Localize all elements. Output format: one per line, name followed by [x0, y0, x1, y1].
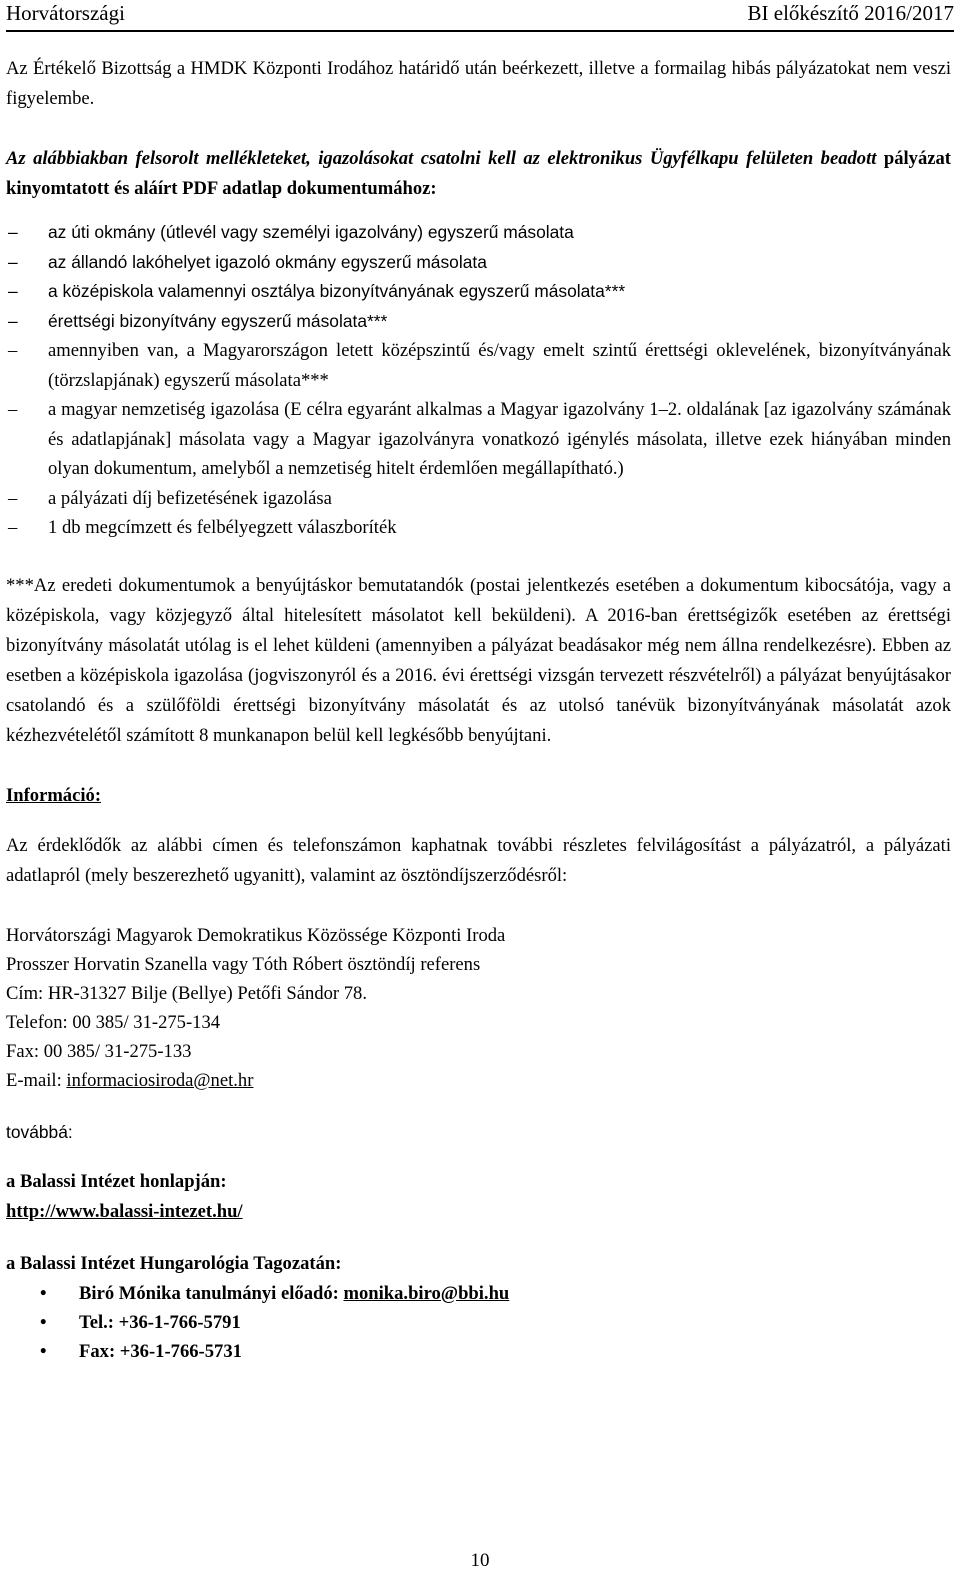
page-header: [6, 0, 954, 32]
info-heading: [6, 781, 951, 811]
bullet-icon: •: [40, 1340, 47, 1362]
contact-persons: Prosszer Horvatin Szanella vagy Tóth Róbert ösztöndíj referens: [6, 953, 481, 975]
hungarology-item-email-link[interactable]: monika.biro@bbi.hu: [343, 1282, 510, 1304]
info-paragraph: Az érdeklődők az alábbi címen és telefonszámon kaphatnak további részletes felvilágosítást a pályázatról, a pályázati adatlapról (mely beszerezhető ugyanitt), valamint az ösztöndíjszerződésről:: [6, 834, 951, 886]
attachment-text: a pályázati díj befizetésének igazolása: [48, 487, 332, 509]
intro-paragraph: Az Értékelő Bizottság a HMDK Központi Irodához határidő után beérkezett, illetve a formailag hibás pályázatokat nem veszi figyelembe.: [6, 58, 951, 109]
dash-icon: –: [8, 340, 18, 361]
attachment-text: a középiskola valamennyi osztálya bizonyítványának egyszerű másolata***: [48, 281, 626, 301]
contact-email-line: [6, 1066, 951, 1095]
attachment-text: az úti okmány (útlevél vagy személyi igazolvány) egyszerű másolata: [48, 222, 574, 242]
hungarology-item-text: Tel.: +36-1-766-5791: [79, 1311, 241, 1333]
attachments-list: [6, 218, 951, 543]
balassi-site-label: a Balassi Intézet honlapján:: [6, 1170, 227, 1192]
balassi-site-block: [6, 1167, 951, 1227]
balassi-site-url[interactable]: http://www.balassi-intezet.hu/: [6, 1200, 243, 1222]
note-paragraph: ***Az eredeti dokumentumok a benyújtáskor bemutatandók (postai jelentkezés esetében a dokumentum kibocsátója, vagy a középiskola, vagy közjegyző által hitelesített másolatot kell beküldeni). A 2016-ban érettségizők esetében az érettségi bizonyítvány másolatát utólag is el lehet küldeni (amennyiben a pályázat beadásakor még nem állna rendelkezésre). Ebben az esetben a középiskola igazolása (jogviszonyról és a 2016. évi érettségi vizsgán tervezett részvételről) a pályázat benyújtásakor csatolandó és a szülőföldi érettségi bizonyítvány másolatát és az utolsó tanévük bizonyítványának másolatát azok kézhezvételétől számított 8 munkanapon belül kell legkésőbb benyújtani.: [6, 574, 951, 746]
hungarology-label: a Balassi Intézet Hungarológia Tagozatán:: [6, 1252, 342, 1274]
contact-org: Horvátországi Magyarok Demokratikus Közössége Központi Iroda: [6, 924, 506, 946]
hungarology-item-text: Fax: +36-1-766-5731: [79, 1340, 242, 1362]
dash-icon: –: [8, 487, 18, 509]
bullet-icon: •: [40, 1282, 47, 1304]
contact-address: Cím: HR-31327 Bilje (Bellye) Petőfi Sándor 78.: [6, 982, 367, 1004]
hungarology-item-text: Biró Mónika tanulmányi előadó:: [79, 1282, 344, 1304]
attachment-item: [6, 336, 951, 395]
info-heading-text: Információ:: [6, 784, 102, 806]
dash-icon: –: [8, 281, 18, 301]
attachment-text: a magyar nemzetiség igazolása (E célra egyaránt alkalmas a Magyar igazolvány 1–2. oldalának [az igazolvány számának és adatlapjának] másolata vagy a Magyar igazolványra vonatkozó igénylés másolata, illetve ezek hiányában minden olyan dokumentum, amelyből a nemzetiség hitelt érdemlően megállapítható.): [48, 399, 951, 479]
attachments-heading: [6, 144, 951, 204]
hungarology-list: [6, 1279, 951, 1366]
hungarology-item: [6, 1308, 951, 1337]
contact-block: [6, 921, 951, 1095]
page-number: 10: [470, 1550, 490, 1571]
hungarology-item: [6, 1337, 951, 1366]
contact-email-link[interactable]: informaciosiroda@net.hr: [66, 1069, 254, 1091]
attachment-text: 1 db megcímzett és felbélyegzett válaszboríték: [48, 517, 397, 538]
attachment-item: [6, 484, 951, 514]
attachment-text: amennyiben van, a Magyarországon letett középszintű és/vagy emelt szintű érettségi oklevelének, bizonyítványának (törzslapjának) egyszerű másolata***: [48, 340, 951, 391]
attachment-item: [6, 307, 951, 337]
contact-email-label: E-mail:: [6, 1069, 67, 1091]
attachment-item: [6, 248, 951, 278]
tovabba-text: továbbá:: [6, 1121, 73, 1142]
contact-phone: Telefon: 00 385/ 31-275-134: [6, 1011, 221, 1033]
dash-icon: –: [8, 399, 18, 420]
attachment-text: az állandó lakóhelyet igazoló okmány egyszerű másolata: [48, 251, 487, 272]
header-right-title: BI előkészítő 2016/2017: [747, 1, 954, 25]
hungarology-block: [6, 1249, 951, 1366]
dash-icon: –: [8, 517, 18, 538]
header-left-title: Horvátországi: [6, 1, 125, 25]
attachment-item: [6, 395, 951, 484]
attachment-text: érettségi bizonyítvány egyszerű másolata***: [48, 310, 388, 331]
bullet-icon: •: [40, 1311, 47, 1333]
attachment-item: [6, 277, 951, 307]
attachment-item: [6, 513, 951, 543]
attachments-heading-italic: Az alábbiakban felsorolt mellékleteket, igazolásokat csatolni kell az elektronikus Ügyfélkapu felületen beadott: [6, 148, 877, 169]
dash-icon: –: [8, 222, 18, 242]
hungarology-item: [6, 1279, 951, 1308]
attachments-heading-plain: pályázat kinyomtatott és aláírt PDF adatlap dokumentumához:: [6, 148, 951, 199]
dash-icon: –: [8, 310, 18, 331]
attachment-item: [6, 218, 951, 248]
dash-icon: –: [8, 251, 18, 272]
contact-fax: Fax: 00 385/ 31-275-133: [6, 1040, 192, 1062]
page-content: [6, 54, 951, 1366]
